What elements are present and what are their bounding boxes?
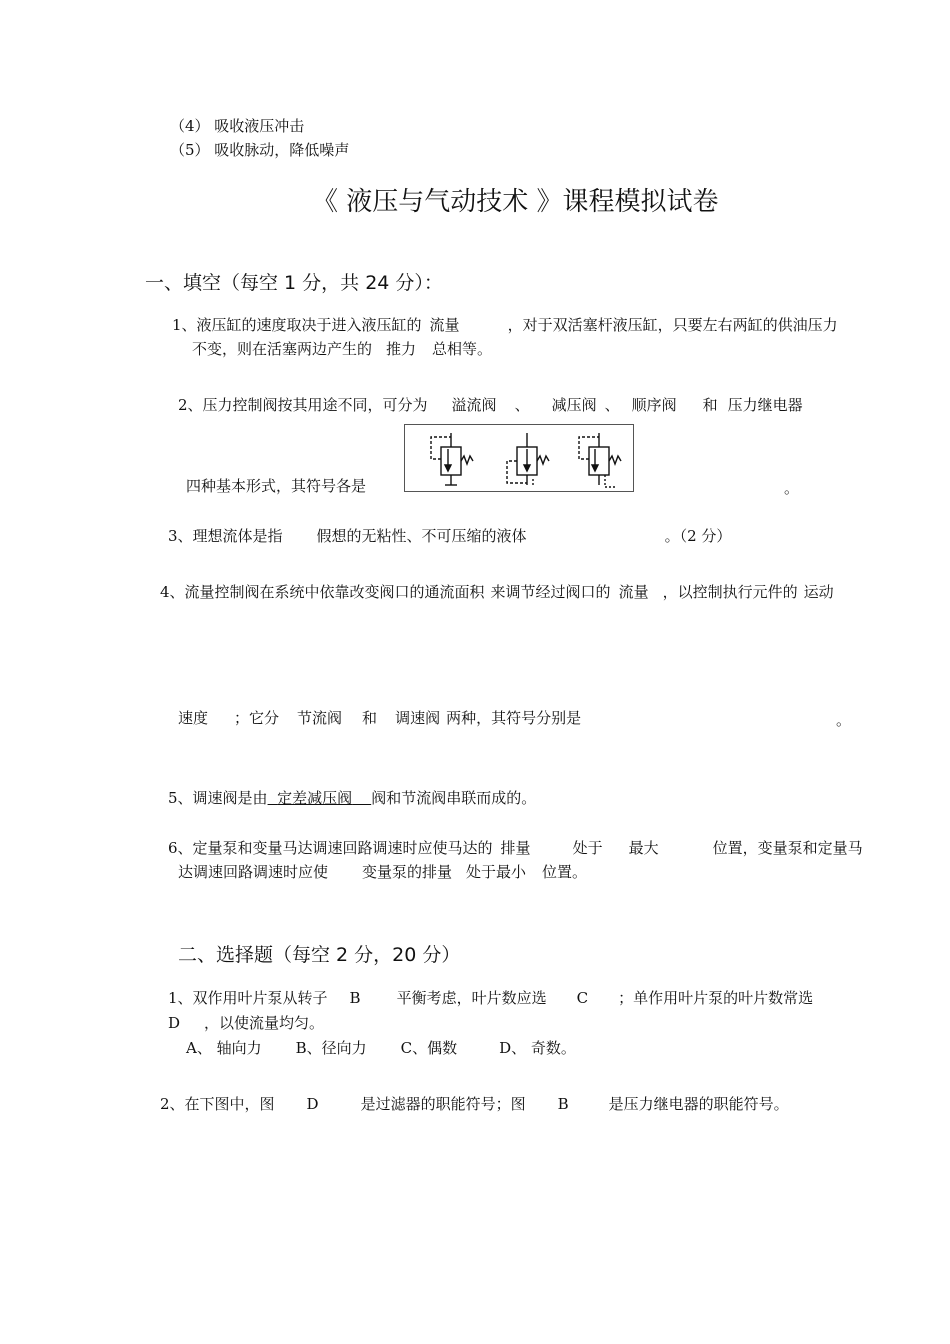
page-title: 《 液压与气动技术 》课程模拟试卷 [312,187,719,217]
q3-answer: 假想的无粘性、不可压缩的液体 [316,527,527,545]
s2-q2-answer-2: B [557,1095,569,1113]
section2-heading: 二、选择题（每空 2 分，20 分） [178,944,461,966]
q6-answer-3: 变量泵的排量 [362,863,453,881]
option-c: C、偶数 [400,1039,458,1057]
q3-line: 3、理想流体是指 假想的无粘性、不可压缩的液体 。（2 分） [168,527,732,545]
q4-answer-5: 调速阀 [395,709,441,727]
q1-answer-1: 流量 [429,316,460,334]
q5-answer: 定差减压阀 [277,789,353,807]
s2-q1-line2: D ，以使流量均匀。 [168,1014,325,1032]
q4-line2: 速度 ；它分 节流阀 和 调速阀 两种，其符号分别是 [178,709,582,727]
q4-answer-1: 流量 [618,583,649,601]
q4-answer-2: 运动 [803,583,834,601]
q4-answer-4: 节流阀 [297,709,343,727]
q6-answer-2: 最大 [628,839,659,857]
q1-line1: 1、液压缸的速度取决于进入液压缸的 流量 ，对于双活塞杆液压缸，只要左右两缸的供油压力 [172,316,838,334]
s2-q1-answer-2: C [576,989,589,1007]
q6-answer-1: 排量 [500,839,531,857]
q4-end: 。 [836,711,852,729]
q2-answer-3: 顺序阀 [631,396,677,414]
s2-q1-answer-3: D [168,1014,181,1032]
prev-item-5: （5） 吸收脉动，降低噪声 [170,141,350,159]
q2-answer-4: 压力继电器 [727,396,803,414]
s2-q2-line: 2、在下图中，图 D 是过滤器的职能符号；图 B 是压力继电器的职能符号。 [160,1095,789,1113]
option-a: A、 轴向力 [186,1039,262,1057]
q1-answer-2: 推力 [386,340,417,358]
s2-q2-answer-1: D [306,1095,319,1113]
q6-line2: 达调速回路调速时应使 变量泵的排量 处于最小 位置。 [178,863,588,881]
q2-answer-1: 溢流阀 [451,396,497,414]
q1-line2: 不变，则在活塞两边产生的 推力 总相等。 [192,340,493,358]
q4-line1: 4、流量控制阀在系统中依靠改变阀口的通流面积 来调节经过阀口的 流量 ，以控制执行元件的 运动 [160,583,834,601]
section1-heading: 一、填空（每空 1 分，共 24 分）： [145,272,443,294]
prev-item-4: （4） 吸收液压冲击 [170,117,305,135]
q2-line1: 2、压力控制阀按其用途不同，可分为 溢流阀 、 减压阀 、 顺序阀 和 压力继电器 [178,396,803,414]
s2-q1-line1: 1、双作用叶片泵从转子 B 平衡考虑，叶片数应选 C ；单作用叶片泵的叶片数常选 [168,989,814,1007]
q4-answer-3: 速度 [178,709,209,727]
q5-line: 5、调速阀是由 定差减压阀 阀和节流阀串联而成的。 [168,789,537,807]
q2-answer-2: 减压阀 [551,396,597,414]
s2-q1-answer-1: B [349,989,361,1007]
pressure-valve-symbols-icon [404,424,634,492]
option-d: D、 奇数。 [499,1039,576,1057]
q2-end: 。 [784,479,800,497]
s2-q1-options [186,1038,576,1058]
q2-line2: 四种基本形式，其符号各是 [186,477,367,495]
q6-line1: 6、定量泵和变量马达调速回路调速时应使马达的 排量 处于 最大 位置，变量泵和定量马 [168,839,863,857]
option-b: B、径向力 [295,1039,367,1057]
